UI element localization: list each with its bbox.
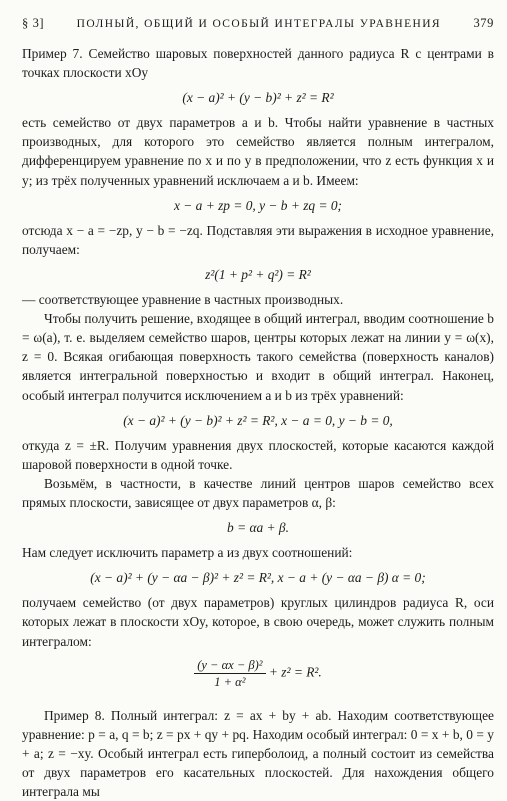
paragraph: откуда z = ±R. Получим уравнения двух плоскостей, которые касаются каждой шаровой поверхности в одной точке.: [22, 437, 494, 472]
fraction: [194, 657, 265, 690]
paragraph: Чтобы получить решение, входящее в общий интеграл, вводим соотношение b = ω(a), т. е. выделяем семейство шаров, центры которых лежат на линии y = ω(x), z = 0. Всякая огибающая поверхность такого семейства (поверхность каналов) является интегральной поверхностью и входит в общий интеграл. Наконец, особый интеграл получится исключением a и b из трёх уравнений:: [22, 311, 494, 403]
formula-fraction: [22, 657, 494, 690]
paragraph: есть семейство от двух параметров a и b. Чтобы найти уравнение в частных производных, для которого это семейство является полным интегралом, дифференцируем уравнение по x и по y в предположении, что z есть функция x и y; из трёх полученных уравнений исключаем a и b. Имеем:: [22, 115, 494, 188]
formula: (x − a)² + (y − αa − β)² + z² = R², x − a + (y − αa − β) α = 0;: [90, 570, 426, 586]
paragraph: Пример 7. Семейство шаровых поверхностей данного радиуса R с центрами в точках плоскости xOy: [22, 46, 494, 81]
formula: x − a + zp = 0, y − b + zq = 0;: [173, 197, 343, 213]
paragraph: Пример 8. Полный интеграл: z = ax + by + ab. Находим соответствующее уравнение: p = a, q = b; z = px + qy + pq. Находим особый интеграл: 0 = x + b, 0 = y + a; z = −xy. Особый интеграл есть гиперболоид, а полный состоит из семейства от двух параметров его касательных плоскостей. Для нахождения общего интеграла мы: [22, 707, 494, 799]
body-text: [22, 44, 494, 801]
paragraph: отсюда x − a = −zp, y − b = −zq. Подставляя эти выражения в исходное уравнение, получаем:: [22, 222, 494, 257]
formula: b = αa + β.: [227, 520, 289, 536]
paragraph: — соответствующее уравнение в частных производных.: [22, 292, 344, 308]
formula: (x − a)² + (y − b)² + z² = R²: [182, 90, 334, 106]
paragraph: Нам следует исключить параметр a из двух соотношений:: [22, 545, 353, 561]
running-header: [22, 14, 494, 34]
paragraph: Возьмём, в частности, в качестве линий центров шаров семейство всех прямых плоскости, зависящее от двух параметров α, β:: [22, 475, 494, 510]
formula: (x − a)² + (y − b)² + z² = R², x − a = 0, y − b = 0,: [123, 412, 393, 428]
fraction-numerator: (y − αx − β)²: [194, 657, 265, 674]
document-page: [22, 14, 494, 801]
section-mark: § 3]: [22, 16, 45, 30]
spacer: [22, 696, 494, 706]
page-number: 379: [473, 16, 494, 30]
fraction-denominator: 1 + α²: [214, 674, 246, 689]
paragraph: получаем семейство (от двух параметров) круглых цилиндров радиуса R, оси которых лежат в плоскости xOy, которое, в свою очередь, может служить полным интегралом:: [22, 595, 494, 649]
formula-rest: + z² = R².: [268, 664, 322, 680]
formula: z²(1 + p² + q²) = R²: [205, 266, 311, 282]
chapter-title: ПОЛНЫЙ, ОБЩИЙ И ОСОБЫЙ ИНТЕГРАЛЫ УРАВНЕНИЯ: [76, 18, 441, 30]
